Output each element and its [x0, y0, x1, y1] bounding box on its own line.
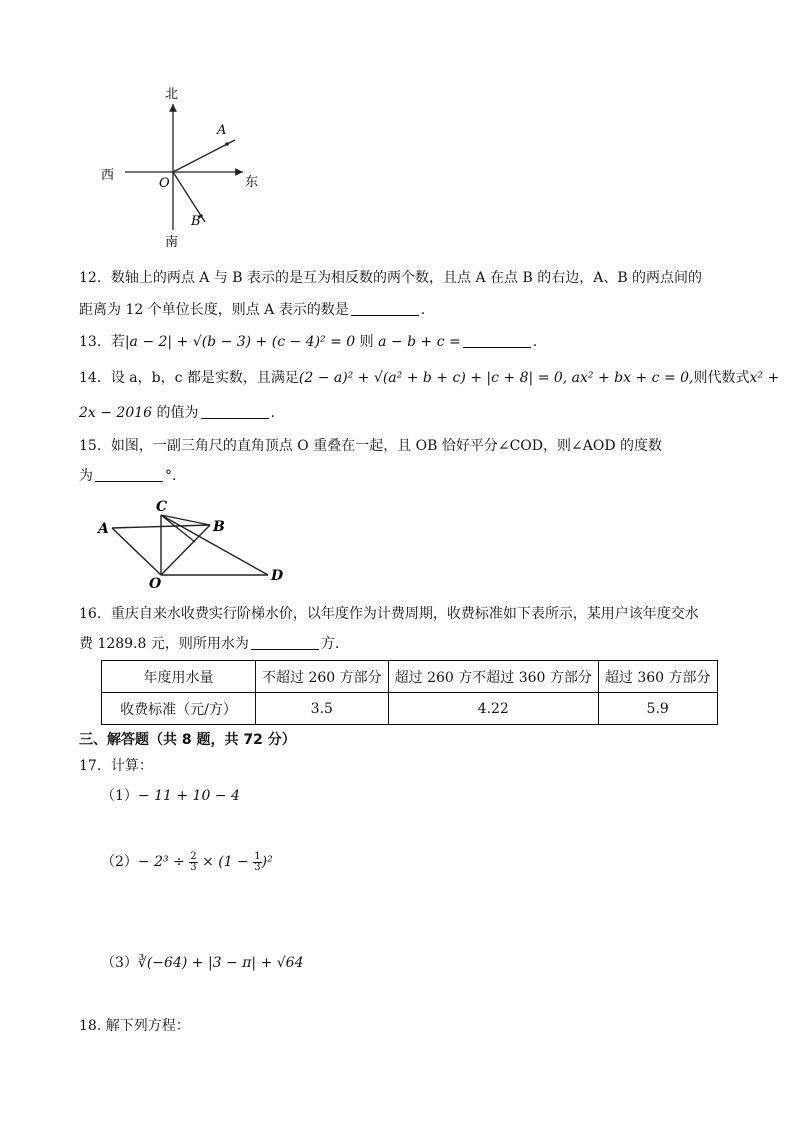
table-cell: 5.9 [598, 693, 717, 725]
q12-line2-text: 距离为 12 个单位长度，则点 A 表示的数是 [79, 302, 349, 318]
q13-expression2: a − b + c = [378, 334, 461, 350]
segment-ob [161, 525, 210, 575]
fraction-numerator: 1 [254, 850, 261, 862]
east-label: 东 [245, 175, 259, 190]
table-cell: 4.22 [388, 693, 598, 725]
segment-ao [112, 528, 161, 575]
table-row [102, 693, 718, 725]
q14-tail: x² + [749, 370, 780, 386]
q18-title: 18. 解下列方程： [79, 1018, 190, 1034]
table-cell: 3.5 [256, 693, 389, 725]
point-a-dot [225, 142, 229, 146]
q12-line2-end: . [420, 302, 426, 318]
fraction-numerator: 2 [190, 850, 197, 862]
q16-end: 方. [320, 636, 340, 652]
table-cell: 收费标准（元/方） [102, 693, 256, 725]
q13-mid: 则 [355, 334, 379, 350]
q14-line2 [79, 403, 275, 423]
table-header-cell: 不超过 260 方部分 [256, 661, 389, 693]
q17-part3-label: （3） [101, 955, 138, 971]
origin-label: O [159, 176, 170, 191]
table-header-row [102, 661, 718, 693]
q16-line1: 16．重庆自来水收费实行阶梯水价，以年度作为计费周期，收费标准如下表所示，某用户该年度交水 [79, 606, 699, 622]
q17-part2-expr-c: )² [261, 854, 273, 870]
q17-part1-expr: − 11 + 10 − 4 [137, 788, 240, 804]
q17-title: 17．计算： [79, 758, 153, 774]
west-label: 西 [101, 168, 115, 183]
q13-prefix: 13．若 [79, 334, 125, 350]
q15-end: °. [165, 468, 177, 484]
label-o: O [149, 576, 162, 590]
q16-text: 费 1289.8 元，则所用水为 [79, 636, 249, 652]
label-d: D [271, 568, 284, 584]
q13-line [79, 332, 537, 352]
q13-end: . [532, 334, 538, 350]
q12-answer-blank[interactable] [351, 301, 419, 316]
north-label: 北 [165, 87, 179, 102]
compass-figure [95, 80, 270, 250]
q14-condition: (2 − a)² + √(a² + b + c) + |c + 8| = 0, ax² + bx + c = 0, [298, 370, 694, 386]
q14-expr2: 2x − 2016 [79, 405, 153, 421]
south-label: 南 [165, 235, 179, 250]
q15-answer-blank[interactable] [95, 467, 163, 482]
q16-line2 [79, 634, 339, 654]
q17-part2-expr-a: − 2³ ÷ [137, 854, 190, 870]
q17-part2-expr-b: × (1 − [197, 854, 254, 870]
q15-line2 [79, 466, 176, 486]
triangle-figure [95, 495, 295, 590]
q17-part2 [101, 848, 273, 876]
q13-expression: |a − 2| + √(b − 3) + (c − 4)² = 0 [124, 334, 356, 350]
water-fee-table [101, 660, 718, 725]
q14-line1 [79, 368, 779, 388]
label-a: A [98, 521, 109, 537]
label-b: B [213, 519, 225, 535]
q13-answer-blank[interactable] [463, 333, 531, 348]
q17-fraction-2-3 [189, 852, 197, 873]
point-b-label: B [191, 214, 201, 229]
q12-line1: 12．数轴上的两点 A 与 B 表示的是互为相反数的两个数，且点 A 在点 B 的右边，A、B 的两点间的 [79, 270, 703, 286]
q17-part3-expr: ∛(−64) + |3 − π| + √64 [137, 955, 304, 971]
q17-part2-label: （2） [101, 854, 138, 870]
q14-text2: 的值为 [152, 405, 199, 421]
q17-part3 [101, 953, 303, 973]
point-a-label: A [217, 123, 227, 138]
table-header-cell: 年度用水量 [102, 661, 256, 693]
q17-part1 [101, 786, 240, 806]
q16-answer-blank[interactable] [251, 635, 319, 650]
q12-line2 [79, 300, 425, 320]
table-header-cell: 超过 360 方部分 [598, 661, 717, 693]
section-title: 三、解答题（共 8 题，共 72 分） [79, 732, 296, 748]
label-c: C [156, 499, 168, 515]
q14-answer-blank[interactable] [201, 404, 269, 419]
q14-prefix: 14．设 a，b，c 都是实数，且满足 [79, 370, 299, 386]
q14-text: 则代数式 [693, 370, 750, 386]
table-header-cell: 超过 260 方不超过 360 方部分 [388, 661, 598, 693]
q14-end: . [270, 405, 275, 421]
q15-line1: 15．如图，一副三角尺的直角顶点 O 重叠在一起，且 OB 恰好平分∠COD，则∠AOD 的度数 [79, 438, 662, 454]
fraction-denominator: 3 [190, 861, 197, 873]
q15-prefix: 为 [79, 468, 93, 484]
q17-fraction-1-3 [253, 852, 261, 873]
q17-part1-label: （1） [101, 788, 138, 804]
fraction-denominator: 3 [254, 861, 261, 873]
